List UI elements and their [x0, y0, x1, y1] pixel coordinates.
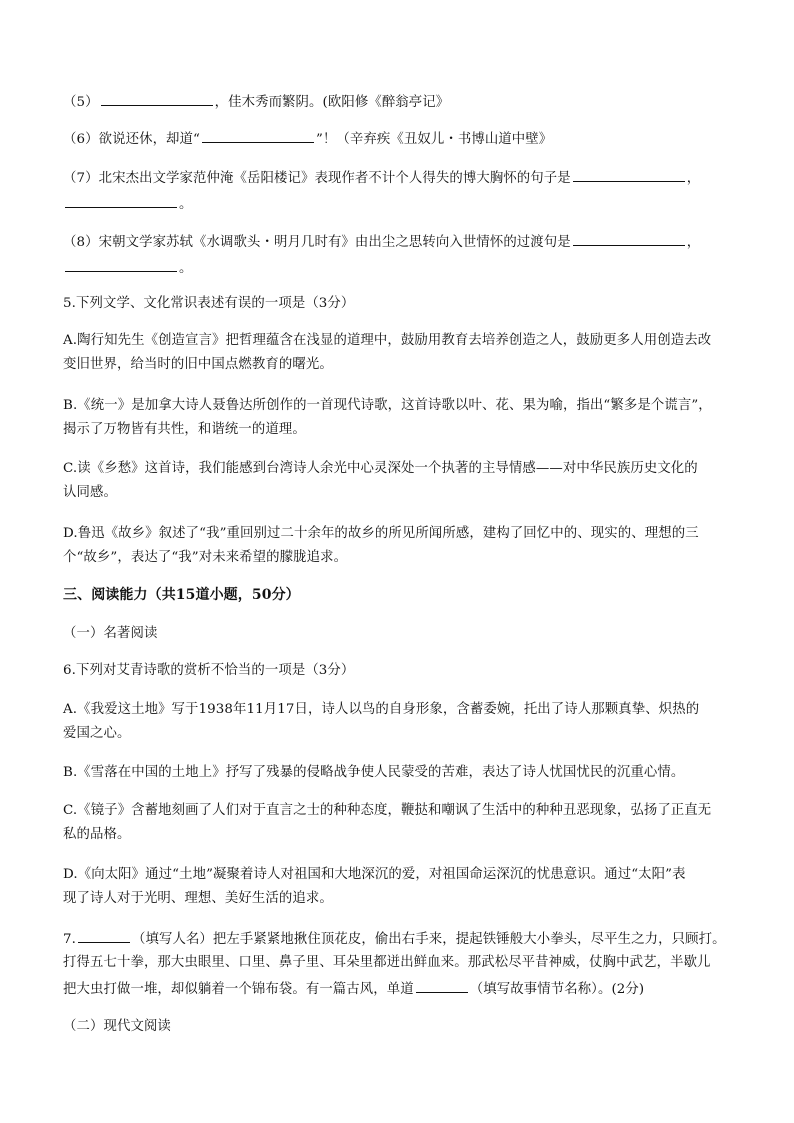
q4-item7-line1	[63, 167, 735, 189]
q5-option-a-line2: 变旧世界，给当时的旧中国点燃教育的曙光。	[63, 357, 333, 372]
q6-option-c-line2: 私的品格。	[63, 827, 131, 842]
q4-item8-line1	[63, 231, 735, 253]
q5-option-c-line1: C.读《乡愁》这首诗，我们能感到台湾诗人余光中心灵深处一个执著的主导情感——对中华民族历史文化的	[63, 461, 698, 476]
q6-option-c-line1: C.《镜子》含蓄地刻画了人们对于直言之士的种种态度，鞭挞和嘲讽了生活中的种种丑恶现象，弘扬了正直无	[63, 803, 712, 818]
q6-option-d-line2: 现了诗人对于光明、理想、美好生活的追求。	[63, 891, 333, 906]
q4-item8-blank2[interactable]	[65, 257, 177, 272]
q4-item6	[63, 128, 735, 150]
q5-option-b-line1: B.《统一》是加拿大诗人聂鲁达所创作的一首现代诗歌，这首诗歌以叶、花、果为喻，指出“繁多是个谎言”，	[63, 398, 712, 413]
q7-line1	[63, 928, 735, 950]
q4-item5-prefix: （5）	[63, 95, 99, 110]
q4-item8-end: 。	[179, 261, 193, 276]
q4-item7-blank1[interactable]	[573, 167, 685, 182]
q7-name-blank[interactable]	[78, 928, 130, 943]
q4-item8-line2	[63, 257, 735, 279]
q7-number: 7.	[63, 932, 76, 947]
q4-item6-suffix: ”！（辛弃疾《丑奴儿・书博山道中壁》	[315, 132, 553, 147]
section3-heading: 三、阅读能力（共15道小题，50分）	[63, 587, 300, 603]
q5-option-c-line2: 认同感。	[63, 485, 117, 500]
q4-item6-blank[interactable]	[202, 128, 314, 143]
q7-text1: （填写人名）把左手紧紧地揪住顶花皮，偷出右手来，提起铁锤般大小拳头，尽平生之力，只顾打。	[131, 932, 726, 947]
q7-line3	[63, 978, 735, 1000]
q7-text3b: （填写故事情节名称）。(2分)	[469, 982, 645, 997]
q4-item7-comma: ，	[686, 171, 701, 186]
q6-option-a-line2: 爱国之心。	[63, 726, 131, 741]
q6-option-a-line1: A.《我爱这土地》写于1938年11月17日，诗人以鸟的自身形象，含蓄委婉，托出了诗人那颗真挚、炽热的	[63, 702, 700, 717]
q6-option-d-line1: D.《向太阳》通过“土地”凝聚着诗人对祖国和大地深沉的爱，对祖国命运深沉的忧患意识。通过“太阳”表	[63, 867, 686, 882]
q4-item7-text: （7）北宋杰出文学家范仲淹《岳阳楼记》表现作者不计个人得失的博大胸怀的句子是	[63, 171, 571, 186]
q7-text3a: 把大虫打做一堆，却似躺着一个锦布袋。有一篇古风，单道	[63, 982, 414, 997]
q4-item5	[63, 91, 735, 113]
q5-stem: 5.下列文学、文化常识表述有误的一项是（3分）	[63, 296, 355, 311]
q4-item7-end: 。	[179, 197, 193, 212]
q4-item5-suffix: ，佳木秀而繁阴。(欧阳修《醉翁亭记》	[214, 95, 450, 110]
q4-item8-comma: ，	[686, 235, 701, 250]
q4-item8-text: （8）宋朝文学家苏轼《水调歌头・明月几时有》由出尘之思转向入世情怀的过渡句是	[63, 235, 571, 250]
q5-option-d-line2: 个“故乡”，表达了“我”对未来希望的朦胧追求。	[63, 550, 348, 565]
q7-line2: 打得五七十拳，那大虫眼里、口里、鼻子里、耳朵里都迸出鲜血来。那武松尽平昔神威，仗胸中武艺，半歇儿	[63, 955, 711, 970]
q4-item7-line2	[63, 193, 735, 215]
section3-sub1: （一）名著阅读	[63, 626, 158, 641]
q5-option-a-line1: A.陶行知先生《创造宣言》把哲理蕴含在浅显的道理中，鼓励用教育去培养创造之人，鼓励更多人用创造去改	[63, 333, 712, 348]
section3-sub2: （二）现代文阅读	[63, 1019, 171, 1034]
q5-option-d-line1: D.鲁迅《故乡》叙述了“我”重回别过二十余年的故乡的所见所闻所感，建构了回忆中的、现实的、理想的三	[63, 526, 699, 541]
q4-item8-blank1[interactable]	[573, 231, 685, 246]
q4-item6-prefix: （6）欲说还休，却道“	[63, 132, 200, 147]
q4-item7-blank2[interactable]	[65, 193, 177, 208]
q7-plot-blank[interactable]	[416, 978, 468, 993]
q4-item5-blank[interactable]	[101, 91, 213, 106]
q6-option-b-line1: B.《雪落在中国的土地上》抒写了残暴的侵略战争使人民蒙受的苦难，表达了诗人忧国忧民的沉重心情。	[63, 765, 685, 780]
q6-stem: 6.下列对艾青诗歌的赏析不恰当的一项是（3分）	[63, 663, 355, 678]
q5-option-b-line2: 揭示了万物皆有共性，和谐统一的道理。	[63, 422, 306, 437]
